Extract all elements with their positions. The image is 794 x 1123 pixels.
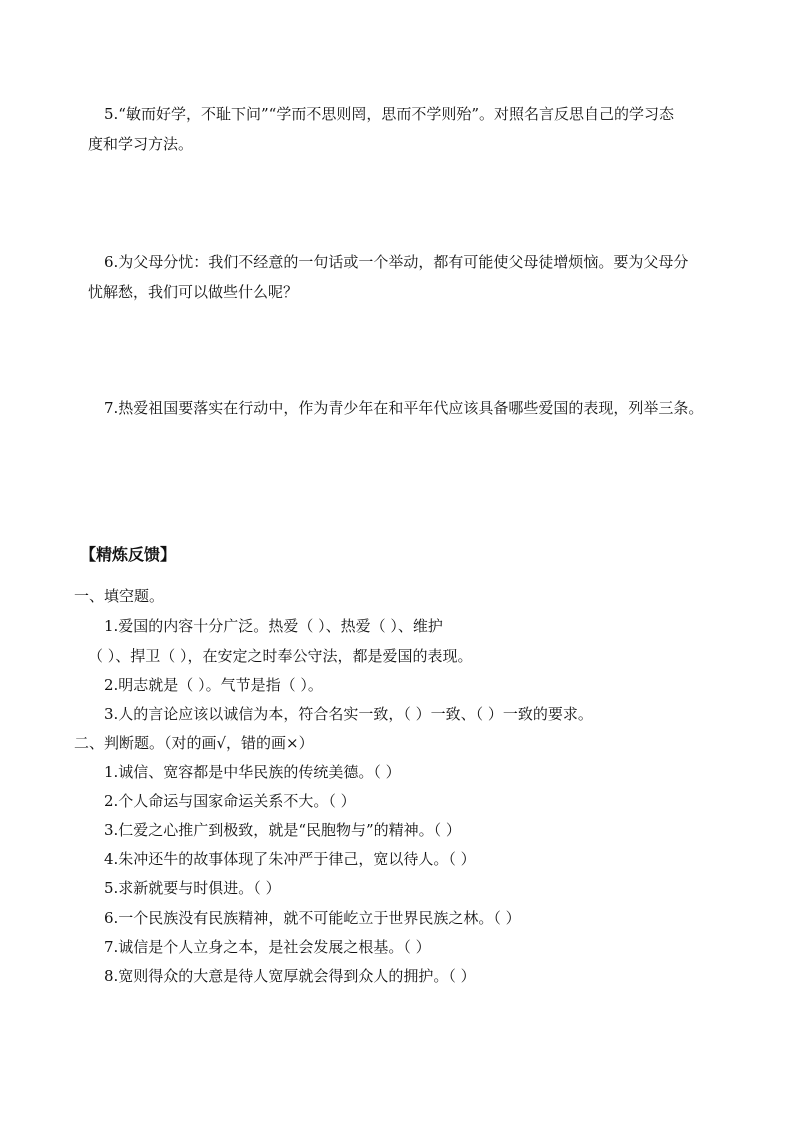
judge-item: 4.朱冲还牛的故事体现了朱冲严于律己，宽以待人。（ ） (104, 850, 476, 868)
fill-item-1-line-1: 1.爱国的内容十分广泛。热爱（ ）、热爱（ ）、维护 (104, 617, 443, 635)
judge-item: 1.诚信、宽容都是中华民族的传统美德。（ ） (104, 763, 401, 781)
judge-item: 7.诚信是个人立身之本，是社会发展之根基。（ ） (104, 938, 431, 956)
question-6-line-1: 6.为父母分忧：我们不经意的一句话或一个举动，都有可能使父母徒增烦恼。要为父母分 (104, 253, 689, 271)
judge-item: 5.求新就要与时俱进。（ ） (104, 879, 281, 897)
judge-item: 2.个人命运与国家命运关系不大。（ ） (104, 792, 356, 810)
section-title: 【精炼反馈】 (80, 545, 177, 564)
judge-heading: 二、判断题。（对的画√，错的画×） (74, 734, 314, 752)
fill-item-1-line-2: （ ）、捍卫（ ），在安定之时奉公守法，都是爱国的表现。 (88, 647, 473, 665)
question-6-line-2: 忧解愁，我们可以做些什么呢？ (88, 283, 299, 301)
judge-item: 6.一个民族没有民族精神，就不可能屹立于世界民族之林。（ ） (104, 909, 521, 927)
judge-item: 8.宽则得众的大意是待人宽厚就会得到众人的拥护。（ ） (104, 967, 476, 985)
fill-heading: 一、填空题。 (74, 587, 165, 605)
question-5-line-2: 度和学习方法。 (88, 135, 194, 153)
fill-item-3: 3.人的言论应该以诚信为本，符合名实一致，（ ）一致、（ ）一致的要求。 (104, 705, 593, 723)
fill-item-2: 2.明志就是（ ）。气节是指（ ）。 (104, 676, 323, 694)
judge-item: 3.仁爱之心推广到极致，就是“民胞物与”的精神。（ ） (104, 821, 461, 839)
question-5-line-1: 5.“敏而好学，不耻下问”“学而不思则罔，思而不学则殆”。对照名言反思自己的学习态 (104, 105, 674, 123)
question-7-line-1: 7.热爱祖国要落实在行动中，作为青少年在和平年代应该具备哪些爱国的表现，列举三条。 (104, 399, 704, 417)
